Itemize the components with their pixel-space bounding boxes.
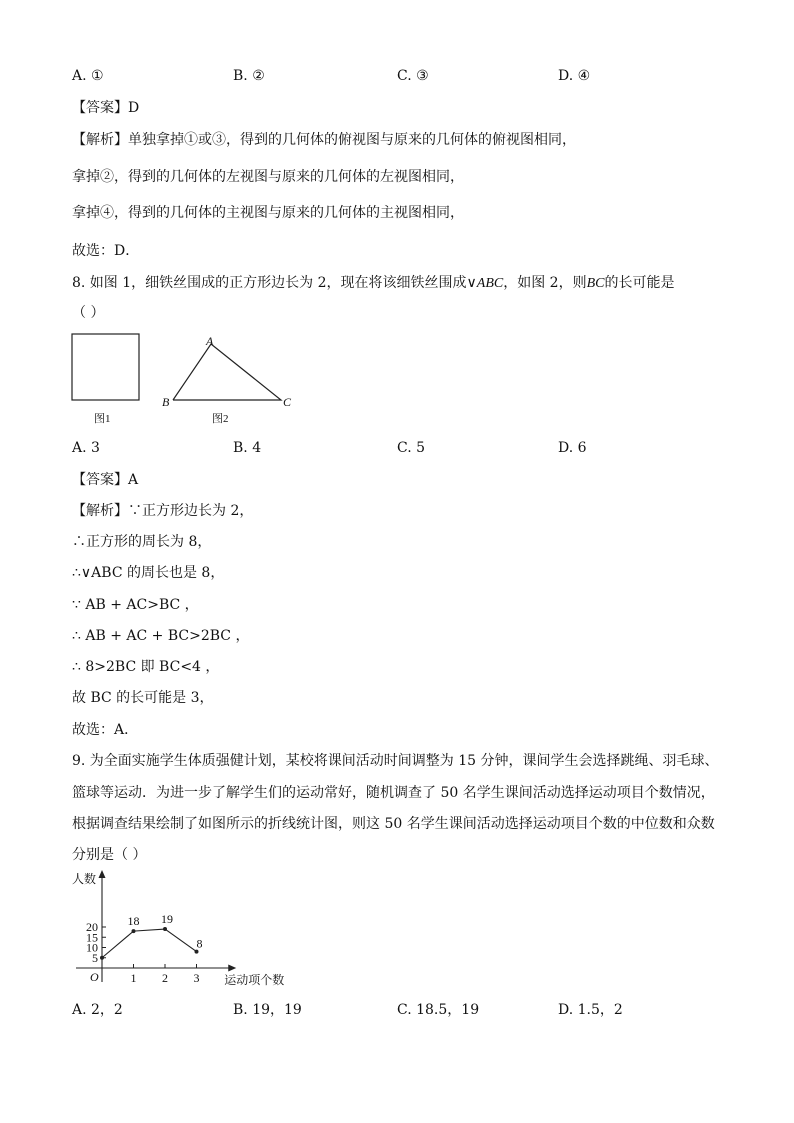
analysis-line: 拿掉④，得到的几何体的主视图与原来的几何体的主视图相同， [72, 205, 464, 221]
question-stem: 根据调查结果绘制了如图所示的折线统计图，则这 50 名学生课间活动选择运动项目个数的中位数和众数 [72, 816, 715, 832]
vertex-label: A [206, 334, 214, 348]
option-b: B. ② [233, 68, 265, 84]
option-a: A. ① [72, 68, 104, 84]
answer-label: 【答案】A [72, 472, 139, 488]
stem-text: 8. 如图 1，细铁丝围成的正方形边长为 2，现在将该细铁丝围成 [72, 275, 467, 291]
analysis-line: ∴∨ABC 的周长也是 8， [72, 565, 225, 581]
segment-name: BC [586, 276, 605, 291]
vertex-label: C [283, 395, 292, 409]
data-label: 18 [127, 914, 140, 929]
stem-text: ，如图 2，则 [503, 275, 587, 291]
analysis-line: ∴ AB + AC + BC>2BC ， [72, 628, 250, 644]
analysis-line: 故选：A． [72, 722, 139, 738]
figure-caption: 图1 [94, 413, 111, 425]
option-b: B. 4 [233, 440, 262, 456]
analysis-line: 故 BC 的长可能是 3， [72, 690, 214, 706]
origin-label: O [90, 970, 99, 984]
analysis-line: ∴ 8>2BC 即 BC<4 ， [72, 659, 220, 675]
data-point [100, 956, 104, 960]
data-point [163, 927, 167, 931]
data-point [132, 929, 136, 933]
x-axis-label: 运动项个数 [224, 973, 285, 987]
triangle-figure [160, 332, 300, 427]
data-label: 19 [161, 912, 173, 927]
answer-paren: （ ） [72, 305, 105, 321]
triangle-name: ABC [476, 276, 504, 291]
data-label: 8 [196, 936, 203, 951]
question-stem [72, 273, 674, 294]
option-d: D. 6 [558, 440, 587, 456]
option-a: A. 3 [72, 440, 100, 456]
x-tick-label: 3 [193, 971, 200, 985]
x-axis-arrow [228, 965, 236, 972]
analysis-line: ∴正方形的周长为 8， [72, 534, 212, 550]
option-b: B. 19，19 [233, 1002, 302, 1018]
question-stem: 分别是（ ） [72, 847, 147, 863]
x-tick-label: 1 [130, 971, 137, 985]
y-tick-label: 20 [86, 920, 98, 934]
y-tick-label: 10 [86, 940, 98, 955]
analysis-line: 【解析】∵正方形边长为 2， [72, 503, 254, 519]
option-c: C. 18.5，19 [397, 1002, 480, 1018]
vertex-label: B [162, 395, 170, 409]
y-axis-label: 人数 [72, 872, 97, 886]
y-tick-label: 5 [92, 950, 98, 965]
option-a: A. 2，2 [72, 1002, 123, 1018]
series-line [102, 929, 197, 958]
option-d: D. ④ [558, 68, 591, 84]
square-figure [70, 332, 145, 427]
y-tick-label: 15 [86, 930, 98, 945]
figure-caption: 图2 [212, 413, 229, 425]
stem-text: 的长可能是 [604, 275, 675, 291]
option-d: D. 1.5，2 [558, 1002, 623, 1018]
analysis-line: 故选：D． [72, 243, 140, 259]
analysis-line: ∵ AB + AC>BC ， [72, 597, 199, 613]
line-chart [60, 868, 320, 993]
triangle-symbol: ∨ [466, 275, 477, 291]
y-axis-arrow [99, 870, 106, 878]
analysis-line: 拿掉②，得到的几何体的左视图与原来的几何体的左视图相同， [72, 169, 464, 185]
question-stem: 9. 为全面实施学生体质强健计划，某校将课间活动时间调整为 15 分钟，课间学生会选择跳绳、羽毛球、 [72, 753, 719, 769]
x-tick-label: 2 [162, 971, 168, 985]
analysis-line: 【解析】单独拿掉①或③，得到的几何体的俯视图与原来的几何体的俯视图相同， [72, 132, 576, 148]
answer-label: 【答案】D [72, 100, 140, 116]
option-c: C. ③ [397, 68, 429, 84]
question-stem: 篮球等运动．为进一步了解学生们的运动常好，随机调查了 50 名学生课间活动选择运动项目个数情况， [72, 785, 715, 801]
option-c: C. 5 [397, 440, 426, 456]
